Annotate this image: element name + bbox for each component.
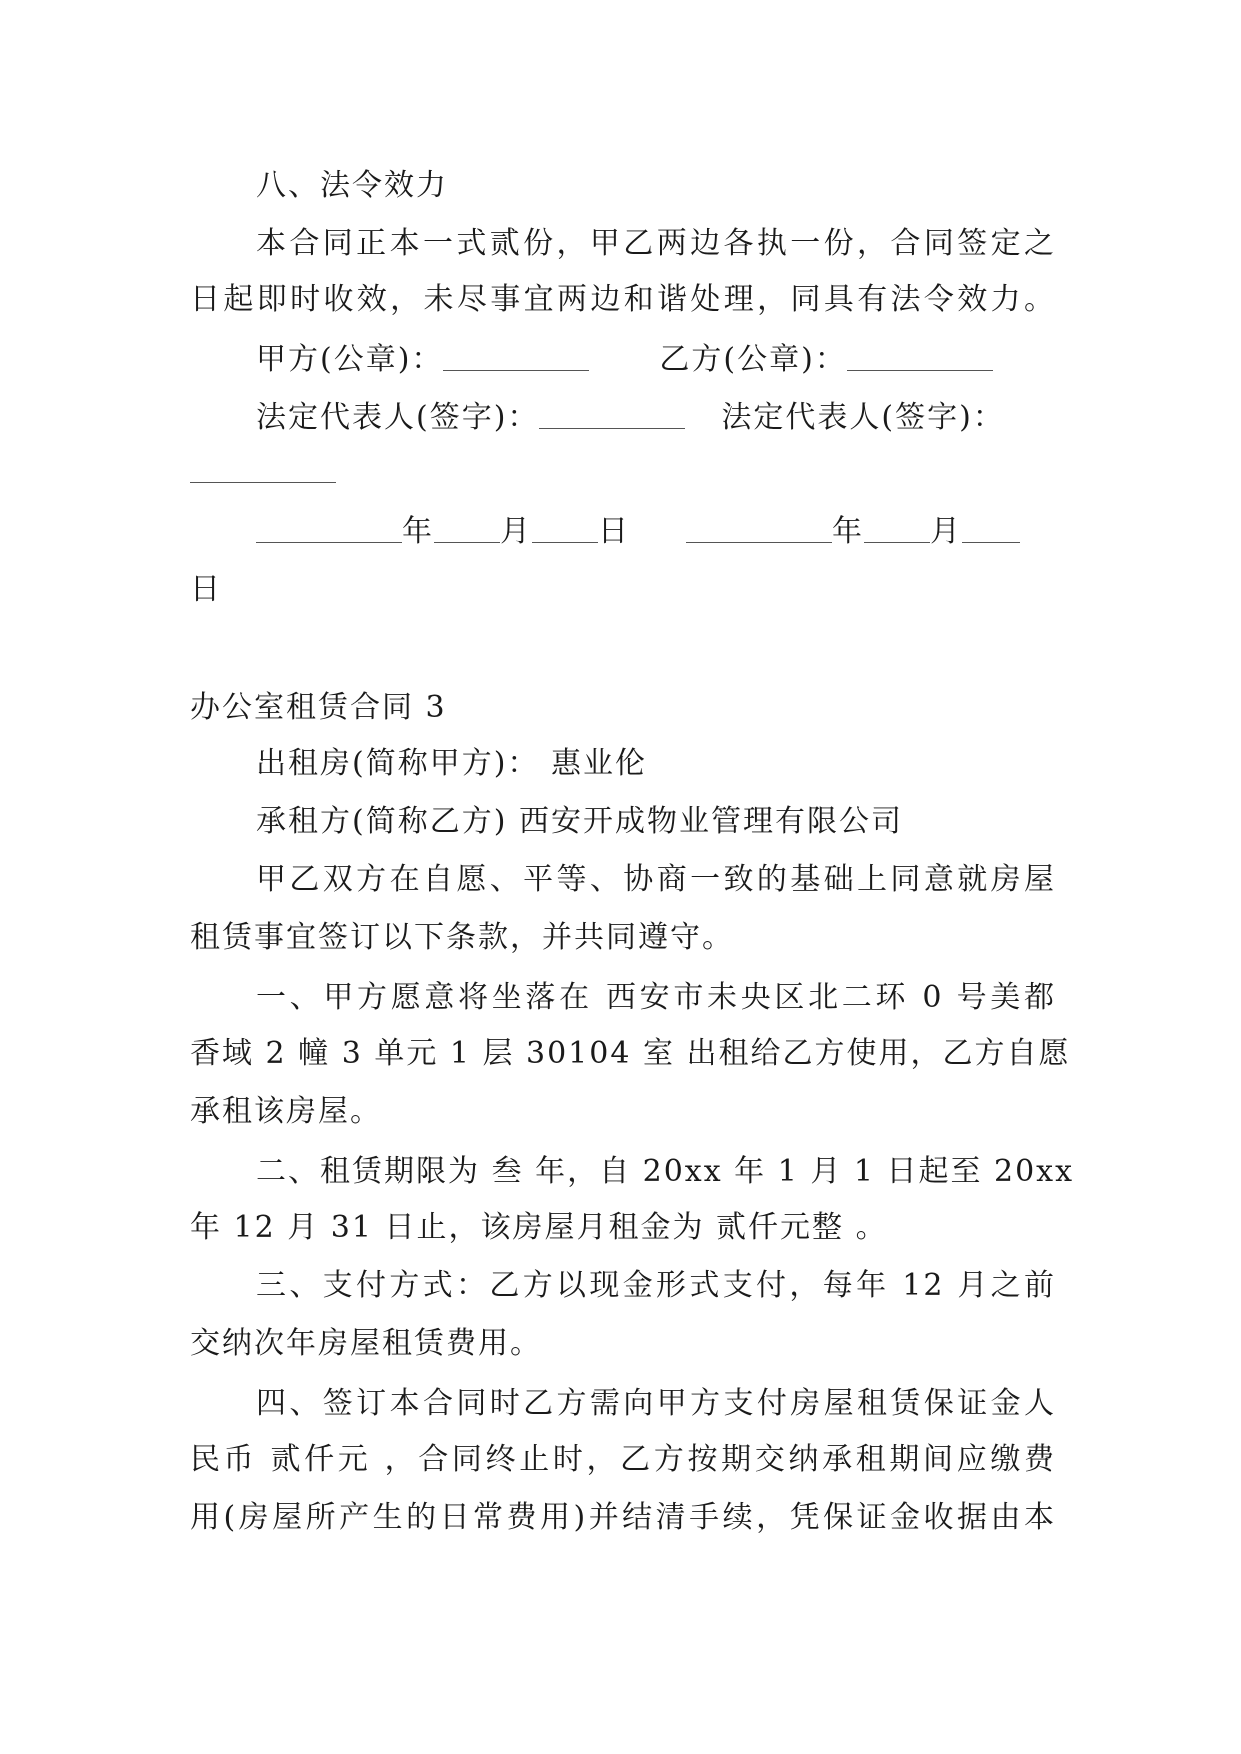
paragraph-line: 四、签订本合同时乙方需向甲方支付房屋租赁保证金人 bbox=[256, 1386, 1056, 1421]
day-a-blank bbox=[532, 514, 598, 543]
day-a-label: 日 bbox=[598, 514, 630, 549]
month-b-blank bbox=[864, 514, 930, 543]
section-heading: 八、法令效力 bbox=[256, 168, 448, 203]
rep-b-blank bbox=[190, 454, 336, 483]
paragraph-line: 用(房屋所产生的日常费用)并结清手续，凭保证金收据由本 bbox=[190, 1500, 1056, 1535]
paragraph-line: 日起即时收效，未尽事宜两边和谐处理，同具有法令效力。 bbox=[190, 282, 1056, 317]
lessor-line: 出租房(简称甲方)： 惠业伦 bbox=[256, 746, 647, 781]
paragraph-line: 本合同正本一式贰份，甲乙两边各执一份，合同签定之 bbox=[256, 226, 1056, 261]
paragraph-line: 一、甲方愿意将坐落在 西安市未央区北二环 0 号美都 bbox=[256, 980, 1056, 1015]
party-a-seal-blank bbox=[443, 342, 589, 371]
paragraph-line: 租赁事宜签订以下条款，并共同遵守。 bbox=[190, 920, 734, 955]
year-b-label: 年 bbox=[832, 514, 864, 549]
month-a-blank bbox=[434, 514, 500, 543]
lessee-line: 承租方(简称乙方) 西安开成物业管理有限公司 bbox=[256, 804, 903, 839]
rep-a-blank bbox=[539, 400, 685, 429]
contract-title: 办公室租赁合同 3 bbox=[190, 690, 447, 725]
paragraph-line: 三、支付方式：乙方以现金形式支付，每年 12 月之前 bbox=[256, 1268, 1056, 1303]
rep-b-blank-line bbox=[190, 452, 336, 492]
rep-a-label: 法定代表人(签字)： bbox=[256, 400, 540, 435]
representative-line bbox=[256, 398, 1005, 438]
month-a-label: 月 bbox=[500, 514, 532, 549]
party-b-seal-blank bbox=[847, 342, 993, 371]
party-a-seal-label: 甲方(公章)： bbox=[256, 342, 444, 377]
month-b-label: 月 bbox=[930, 514, 962, 549]
paragraph-line: 民币 贰仟元 ，合同终止时，乙方按期交纳承租期间应缴费 bbox=[190, 1442, 1056, 1477]
paragraph-line: 香域 2 幢 3 单元 1 层 30104 室 出租给乙方使用，乙方自愿 bbox=[190, 1036, 1071, 1071]
rep-b-label: 法定代表人(签字)： bbox=[721, 400, 1005, 435]
party-b-seal-label: 乙方(公章)： bbox=[659, 342, 847, 377]
year-a-label: 年 bbox=[402, 514, 434, 549]
paragraph-line: 年 12 月 31 日止，该房屋月租金为 贰仟元整 。 bbox=[190, 1210, 888, 1245]
day-b-label: 日 bbox=[190, 572, 222, 607]
day-b-blank bbox=[962, 514, 1020, 543]
year-a-blank bbox=[256, 514, 402, 543]
paragraph-line: 承租该房屋。 bbox=[190, 1094, 382, 1129]
date-line bbox=[256, 512, 1020, 552]
paragraph-line: 交纳次年房屋租赁费用。 bbox=[190, 1326, 542, 1361]
paragraph-line: 二、租赁期限为 叁 年，自 20xx 年 1 月 1 日起至 20xx bbox=[256, 1154, 1075, 1189]
year-b-blank bbox=[686, 514, 832, 543]
party-seals-line bbox=[256, 340, 993, 380]
paragraph-line: 甲乙双方在自愿、平等、协商一致的基础上同意就房屋 bbox=[256, 862, 1056, 897]
